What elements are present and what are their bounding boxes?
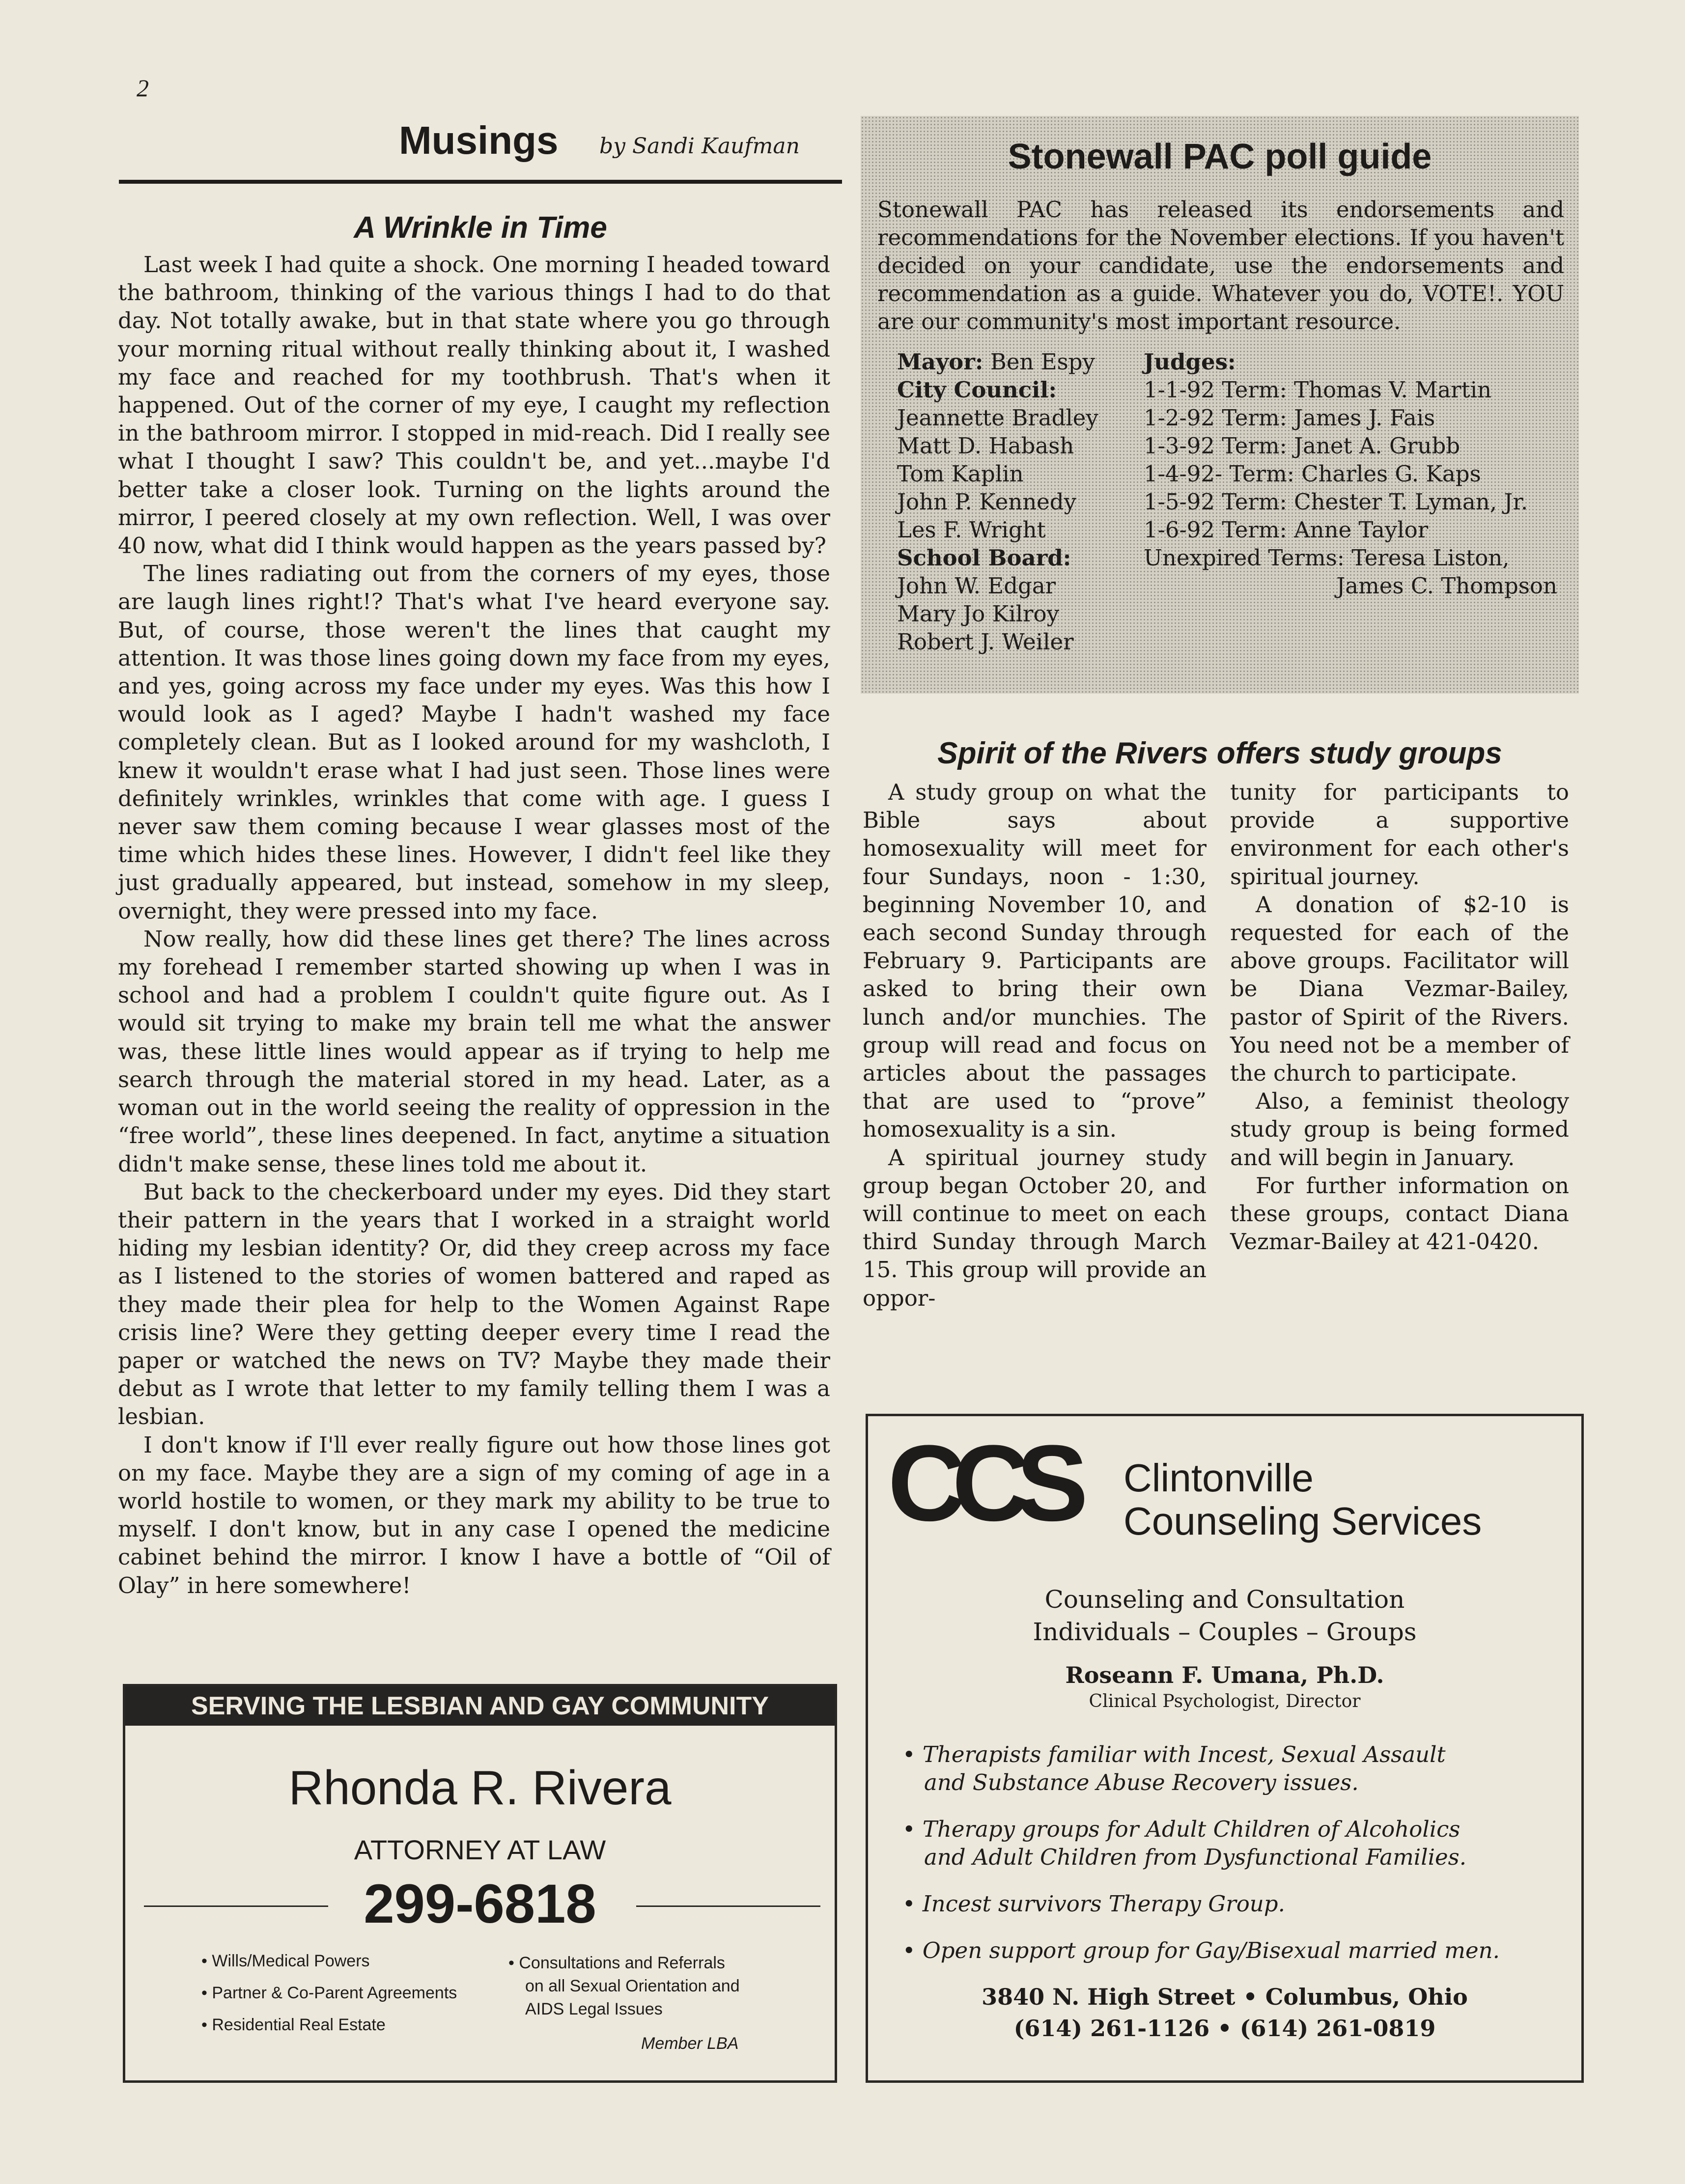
article-paragraph: Now really, how did these lines get there? The lines across my forehead I remember started showing up when I was in school and had a problem I couldn't quite figure out. As I would sit trying to make my brain tell me what the answer was, these little lines would appear as if trying to help me search through the material stored in my head. Later, as a woman out in the world seeing the reality of oppression in the “free world”, these lines deepened. In fact, anytime a situation didn't make sense, these lines told me about it. bbox=[118, 925, 830, 1177]
ccs-contact bbox=[868, 1981, 1581, 2044]
spirit-paragraph: For further information on these groups, contact Diana Vezmar-Bailey at 421-0420. bbox=[1230, 1172, 1569, 1255]
spirit-paragraph: tunity for participants to provide a supportive environment for each other's spiritual journey. bbox=[1230, 779, 1569, 890]
column-rule bbox=[119, 180, 842, 184]
ccs-phones: (614) 261-1126 • (614) 261-0819 bbox=[1013, 2015, 1436, 2042]
ccs-service-item: • Open support group for Gay/Bisexual married men. bbox=[902, 1937, 1500, 1963]
school-board-member: John W. Edgar bbox=[897, 573, 1056, 599]
article-paragraph: The lines radiating out from the corners of my eyes, those are laugh lines right!? That's what I've heard everyone say. But, of course, those weren't the lines that caught my attention. It was those lines going down my face from my eyes, and yes, going across my face under my eyes. Was this how I would look as I aged? Maybe I hadn't washed my face completely clean. But as I looked around for my washcloth, I knew it wouldn't erase what I had just seen. Those lines were definitely wrinkles, wrinkles that come with age. I guess I never saw them coming because I wear glasses most of the time which hides these lines. However, I didn't feel like they just gradually appeared, but instead, somehow in my sleep, overnight, they were pressed into my face. bbox=[118, 560, 830, 924]
article-paragraph: I don't know if I'll ever really figure out how those lines got on my face. Maybe they are a sign of my coming of age in a world hostile to women, or they mark my ability to be true to myself. I don't know, but in any case I opened the medicine cabinet behind the mirror. I know I have a bottle of “Oil of Olay” in here somewhere! bbox=[118, 1431, 830, 1598]
attorney-name: Rhonda R. Rivera bbox=[288, 1761, 672, 1815]
city-council-member: Tom Kaplin bbox=[897, 461, 1024, 487]
spirit-paragraph: A study group on what the Bible says about homosexuality will meet for four Sundays, noon - 1:30, beginning November 10, and each second Sunday through February 9. Participants are asked to bring their own lunch and/or munchies. The group will read and focus on articles about the passages that are used to “prove” homosexuality is a sin. bbox=[863, 779, 1207, 1143]
ccs-address: 3840 N. High Street • Columbus, Ohio bbox=[982, 1984, 1468, 2010]
article-body bbox=[118, 251, 830, 1599]
city-council-member: Les F. Wright bbox=[897, 517, 1046, 543]
school-board-member: Mary Jo Kilroy bbox=[897, 601, 1060, 627]
ccs-director-name: Roseann F. Umana, Ph.D. bbox=[1065, 1662, 1384, 1688]
ccs-service-item: • Therapy groups for Adult Children of Alcoholics and Adult Children from Dysfunctional Families. bbox=[902, 1816, 1467, 1870]
attorney-title: ATTORNEY AT LAW bbox=[354, 1834, 606, 1865]
ccs-subtitle-line2: Individuals – Couples – Groups bbox=[1033, 1618, 1417, 1646]
page-number: 2 bbox=[137, 74, 149, 102]
article-title: A Wrinkle in Time bbox=[354, 211, 607, 245]
column-title: Musings bbox=[399, 118, 559, 162]
school-board-member: Robert J. Weiler bbox=[897, 629, 1074, 655]
service-item: • Consultations and Referrals bbox=[508, 1954, 725, 1972]
divider-right bbox=[636, 1905, 820, 1907]
city-council-member: Matt D. Habash bbox=[897, 433, 1074, 459]
judge-entry: 1-6-92 Term: Anne Taylor bbox=[1144, 517, 1429, 543]
unexpired-terms: Unexpired Terms: Teresa Liston, bbox=[1144, 545, 1510, 571]
service-item: • Wills/Medical Powers bbox=[201, 1952, 370, 1970]
ccs-services bbox=[902, 1740, 1556, 1983]
spirit-paragraph: Also, a feminist theology study group is being formed and will begin in January. bbox=[1230, 1088, 1569, 1171]
services-list-left bbox=[201, 1952, 477, 2047]
ccs-service-item: • Incest survivors Therapy Group. bbox=[902, 1891, 1285, 1917]
judge-entry: 1-2-92 Term: James J. Fais bbox=[1144, 405, 1435, 431]
spirit-right-column bbox=[1230, 778, 1569, 1256]
ccs-subtitle-line1: Counseling and Consultation bbox=[1044, 1585, 1405, 1614]
attorney-ad bbox=[123, 1684, 837, 2083]
member-lba: Member LBA bbox=[641, 2034, 739, 2053]
school-board-label: School Board: bbox=[897, 545, 1071, 571]
spirit-paragraph: A spiritual journey study group began October 20, and will continue to meet on each third Sunday through March 15. This group will provide an oppor- bbox=[863, 1144, 1207, 1311]
ccs-logo-text: CCS bbox=[888, 1436, 1075, 1534]
judge-entry: 1-1-92 Term: Thomas V. Martin bbox=[1144, 377, 1492, 403]
service-item: • Residential Real Estate bbox=[201, 2016, 386, 2034]
attorney-phone: 299-6818 bbox=[364, 1873, 596, 1934]
ccs-logo bbox=[888, 1436, 1114, 1534]
ccs-name-line1: Clintonville bbox=[1123, 1456, 1314, 1500]
ccs-name-line2: Counseling Services bbox=[1123, 1499, 1482, 1543]
spirit-left-column bbox=[863, 778, 1207, 1312]
judge-entry: 1-3-92 Term: Janet A. Grubb bbox=[1144, 433, 1460, 459]
service-item: • Partner & Co-Parent Agreements bbox=[201, 1984, 457, 2002]
service-item-cont: AIDS Legal Issues bbox=[525, 2000, 663, 2018]
ccs-name bbox=[1123, 1456, 1482, 1543]
unexpired-terms-cont: James C. Thompson bbox=[1336, 573, 1557, 599]
poll-guide-box bbox=[861, 116, 1579, 694]
judge-entry: 1-5-92 Term: Chester T. Lyman, Jr. bbox=[1144, 489, 1528, 515]
poll-guide-title: Stonewall PAC poll guide bbox=[1008, 137, 1432, 176]
city-council-label: City Council: bbox=[897, 377, 1057, 403]
spirit-title: Spirit of the Rivers offers study groups bbox=[937, 736, 1502, 770]
counseling-ad bbox=[866, 1414, 1584, 2083]
judges-label: Judges: bbox=[1144, 349, 1236, 375]
city-council-member: John P. Kennedy bbox=[897, 489, 1077, 515]
ccs-director-role: Clinical Psychologist, Director bbox=[1089, 1691, 1361, 1711]
article-paragraph: But back to the checkerboard under my eyes. Did they start their pattern in the years that I worked in a straight world hiding my lesbian identity? Or, did they creep across my face as I listened to the stories of women battered and raped as they made their plea for help to the Women Against Rape crisis line? Were they getting deeper every time I read the paper or watched the news on TV? Maybe they made their debut as I wrote that letter to my family telling them I was a lesbian. bbox=[118, 1178, 830, 1430]
services-list-right bbox=[508, 1952, 784, 2021]
poll-guide-intro: Stonewall PAC has released its endorsements and recommendations for the November elections. If you haven't decided on your candidate, use the endorsements and recommendation as a guide. Whatever you do, VOTE!. YOU are our community's most important resource. bbox=[877, 196, 1564, 335]
poll-guide-right-list bbox=[1144, 348, 1576, 600]
byline: by Sandi Kaufman bbox=[599, 134, 800, 159]
judge-entry: 1-4-92- Term: Charles G. Kaps bbox=[1144, 461, 1481, 487]
mayor-name: Ben Espy bbox=[990, 349, 1095, 375]
service-item-cont: on all Sexual Orientation and bbox=[525, 1977, 740, 1995]
poll-guide-left-list bbox=[897, 348, 1143, 656]
spirit-paragraph: A donation of $2-10 is requested for each of the above groups. Facilitator will be Diana Vezmar-Bailey, pastor of Spirit of the Rivers. You need not be a member of the church to participate. bbox=[1230, 891, 1569, 1087]
article-paragraph: Last week I had quite a shock. One morning I headed toward the bathroom, thinking of the various things I had to do that day. Not totally awake, but in that state where you go through your morning ritual without really thinking about it, I washed my face and reached for my toothbrush. That's when it happened. Out of the corner of my eye, I caught my reflection in the bathroom mirror. I stopped in mid-reach. Did I really see what I thought I saw? This couldn't be, and yet...maybe I'd better take a closer look. Turning on the lights around the mirror, I peered closely at my own reflection. Well, I was over 40 now, what did I think would happen as the years passed by? bbox=[118, 252, 830, 559]
attorney-ad-banner: SERVING THE LESBIAN AND GAY COMMUNITY bbox=[125, 1686, 835, 1726]
ccs-service-item: • Therapists familiar with Incest, Sexual Assault and Substance Abuse Recovery issues. bbox=[902, 1741, 1446, 1795]
mayor-entry bbox=[897, 348, 1143, 376]
city-council-member: Jeannette Bradley bbox=[897, 405, 1098, 431]
mayor-label: Mayor: bbox=[897, 349, 983, 375]
ccs-subtitle bbox=[868, 1583, 1581, 1648]
